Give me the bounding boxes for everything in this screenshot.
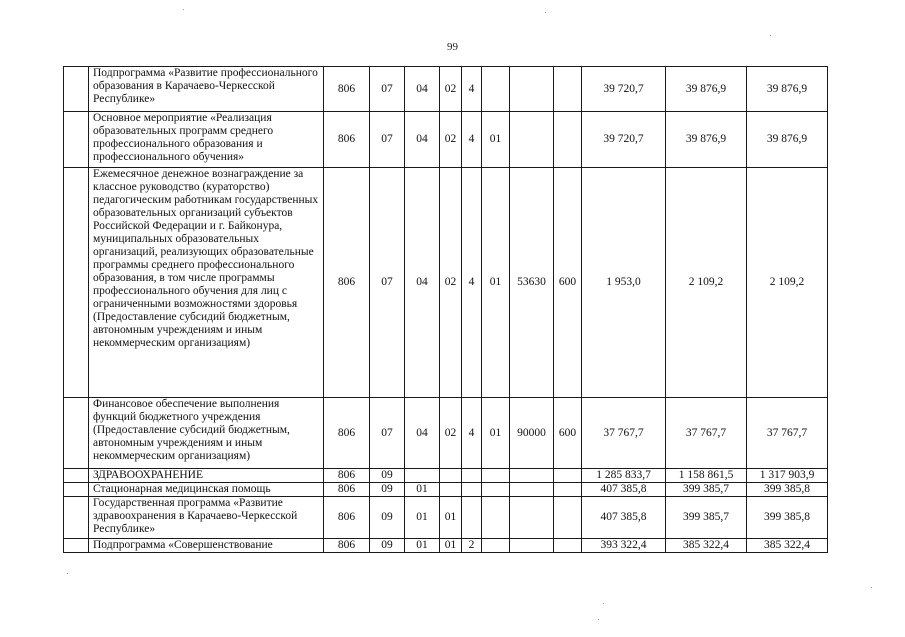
year1-amount: 393 322,4 xyxy=(582,539,666,553)
index-cell xyxy=(64,483,89,497)
budget-table xyxy=(63,66,828,553)
csr-part1-cell: 02 xyxy=(440,112,462,168)
csr-part4-cell xyxy=(510,469,554,483)
scan-speck xyxy=(871,587,872,588)
index-cell xyxy=(64,112,89,168)
year1-amount: 37 767,7 xyxy=(582,398,666,469)
csr-part2-cell xyxy=(462,483,482,497)
csr-part1-cell: 02 xyxy=(440,168,462,398)
csr-part4-cell xyxy=(510,497,554,539)
ved-cell: 806 xyxy=(324,539,370,553)
csr-part2-cell: 2 xyxy=(462,539,482,553)
year2-amount: 399 385,7 xyxy=(666,483,747,497)
table-row xyxy=(64,168,828,398)
year2-amount: 2 109,2 xyxy=(666,168,747,398)
year2-amount: 399 385,7 xyxy=(666,497,747,539)
csr-part4-cell xyxy=(510,483,554,497)
pr-cell xyxy=(405,469,440,483)
year3-amount: 385 322,4 xyxy=(747,539,828,553)
csr-part2-cell: 4 xyxy=(462,168,482,398)
ved-cell: 806 xyxy=(324,168,370,398)
ved-cell: 806 xyxy=(324,483,370,497)
scan-speck xyxy=(67,573,68,574)
page-number: 99 xyxy=(447,41,458,53)
csr-part1-cell: 01 xyxy=(440,497,462,539)
year3-amount: 37 767,7 xyxy=(747,398,828,469)
row-name: Ежемесячное денежное вознаграждение за классное руководство (кураторство) педагогическим работникам государственных образовательных организаций субъектов Российской Федерации и г. Байконура, муниципальных образовательных организаций, реализующих образовательные программы среднего профессионального образования, в том числе программы профессионального обучения для лиц с ограниченными возможностями здоровья (Предоставление субсидий бюджетным, автономным учреждениям и иным некоммерческим организациям) xyxy=(89,168,324,398)
pr-cell: 01 xyxy=(405,497,440,539)
year1-amount: 1 953,0 xyxy=(582,168,666,398)
vr-cell xyxy=(554,112,582,168)
row-name: Подпрограмма «Совершенствование xyxy=(89,539,324,553)
index-cell xyxy=(64,67,89,112)
year3-amount: 39 876,9 xyxy=(747,112,828,168)
index-cell xyxy=(64,398,89,469)
row-name: Основное мероприятие «Реализация образовательных программ среднего профессионального образования и профессионального обучения» xyxy=(89,112,324,168)
table-row xyxy=(64,469,828,483)
row-name: Подпрограмма «Развитие профессионального образования в Карачаево-Черкесской Республике» xyxy=(89,67,324,112)
index-cell xyxy=(64,539,89,553)
csr-part1-cell xyxy=(440,469,462,483)
csr-part4-cell: 53630 xyxy=(510,168,554,398)
table-row xyxy=(64,497,828,539)
index-cell xyxy=(64,497,89,539)
vr-cell xyxy=(554,539,582,553)
year3-amount: 1 317 903,9 xyxy=(747,469,828,483)
csr-part1-cell: 01 xyxy=(440,539,462,553)
row-name: Государственная программа «Развитие здравоохранения в Карачаево-Черкесской Республике» xyxy=(89,497,324,539)
year1-amount: 407 385,8 xyxy=(582,497,666,539)
table-row xyxy=(64,67,828,112)
csr-part3-cell: 01 xyxy=(482,112,510,168)
year2-amount: 39 876,9 xyxy=(666,112,747,168)
vr-cell xyxy=(554,483,582,497)
pr-cell: 04 xyxy=(405,67,440,112)
ved-cell: 806 xyxy=(324,469,370,483)
csr-part3-cell xyxy=(482,539,510,553)
rz-cell: 07 xyxy=(370,398,405,469)
scan-speck xyxy=(770,35,771,36)
scan-speck xyxy=(598,619,599,620)
table-row xyxy=(64,539,828,553)
year2-amount: 385 322,4 xyxy=(666,539,747,553)
pr-cell: 04 xyxy=(405,168,440,398)
csr-part2-cell: 4 xyxy=(462,67,482,112)
pr-cell: 01 xyxy=(405,483,440,497)
csr-part2-cell xyxy=(462,469,482,483)
year2-amount: 1 158 861,5 xyxy=(666,469,747,483)
vr-cell xyxy=(554,469,582,483)
scan-speck xyxy=(603,603,604,604)
csr-part4-cell xyxy=(510,112,554,168)
csr-part3-cell: 01 xyxy=(482,168,510,398)
csr-part3-cell xyxy=(482,469,510,483)
ved-cell: 806 xyxy=(324,112,370,168)
table-body xyxy=(64,67,828,553)
table-row xyxy=(64,112,828,168)
year1-amount: 1 285 833,7 xyxy=(582,469,666,483)
rz-cell: 09 xyxy=(370,483,405,497)
scan-speck xyxy=(183,9,184,10)
year1-amount: 39 720,7 xyxy=(582,112,666,168)
ved-cell: 806 xyxy=(324,67,370,112)
pr-cell: 04 xyxy=(405,112,440,168)
csr-part1-cell: 02 xyxy=(440,67,462,112)
index-cell xyxy=(64,168,89,398)
vr-cell: 600 xyxy=(554,398,582,469)
rz-cell: 09 xyxy=(370,497,405,539)
year3-amount: 2 109,2 xyxy=(747,168,828,398)
table-row xyxy=(64,483,828,497)
csr-part3-cell xyxy=(482,67,510,112)
vr-cell xyxy=(554,67,582,112)
ved-cell: 806 xyxy=(324,398,370,469)
rz-cell: 07 xyxy=(370,112,405,168)
csr-part3-cell: 01 xyxy=(482,398,510,469)
year2-amount: 39 876,9 xyxy=(666,67,747,112)
table-row xyxy=(64,398,828,469)
rz-cell: 07 xyxy=(370,67,405,112)
ved-cell: 806 xyxy=(324,497,370,539)
rz-cell: 09 xyxy=(370,469,405,483)
csr-part4-cell xyxy=(510,539,554,553)
row-name: ЗДРАВООХРАНЕНИЕ xyxy=(89,469,324,483)
csr-part1-cell: 02 xyxy=(440,398,462,469)
csr-part2-cell xyxy=(462,497,482,539)
year2-amount: 37 767,7 xyxy=(666,398,747,469)
csr-part4-cell xyxy=(510,67,554,112)
row-name: Стационарная медицинская помощь xyxy=(89,483,324,497)
pr-cell: 01 xyxy=(405,539,440,553)
vr-cell: 600 xyxy=(554,168,582,398)
vr-cell xyxy=(554,497,582,539)
rz-cell: 07 xyxy=(370,168,405,398)
year3-amount: 399 385,8 xyxy=(747,483,828,497)
row-name: Финансовое обеспечение выполнения функций бюджетного учреждения (Предоставление субсидий бюджетным, автономным учреждениям и иным некоммерческим организациям) xyxy=(89,398,324,469)
csr-part3-cell xyxy=(482,497,510,539)
pr-cell: 04 xyxy=(405,398,440,469)
csr-part2-cell: 4 xyxy=(462,398,482,469)
csr-part1-cell xyxy=(440,483,462,497)
scan-speck xyxy=(545,12,546,13)
csr-part3-cell xyxy=(482,483,510,497)
index-cell xyxy=(64,469,89,483)
year1-amount: 39 720,7 xyxy=(582,67,666,112)
csr-part4-cell: 90000 xyxy=(510,398,554,469)
year3-amount: 399 385,8 xyxy=(747,497,828,539)
year3-amount: 39 876,9 xyxy=(747,67,828,112)
year1-amount: 407 385,8 xyxy=(582,483,666,497)
rz-cell: 09 xyxy=(370,539,405,553)
csr-part2-cell: 4 xyxy=(462,112,482,168)
